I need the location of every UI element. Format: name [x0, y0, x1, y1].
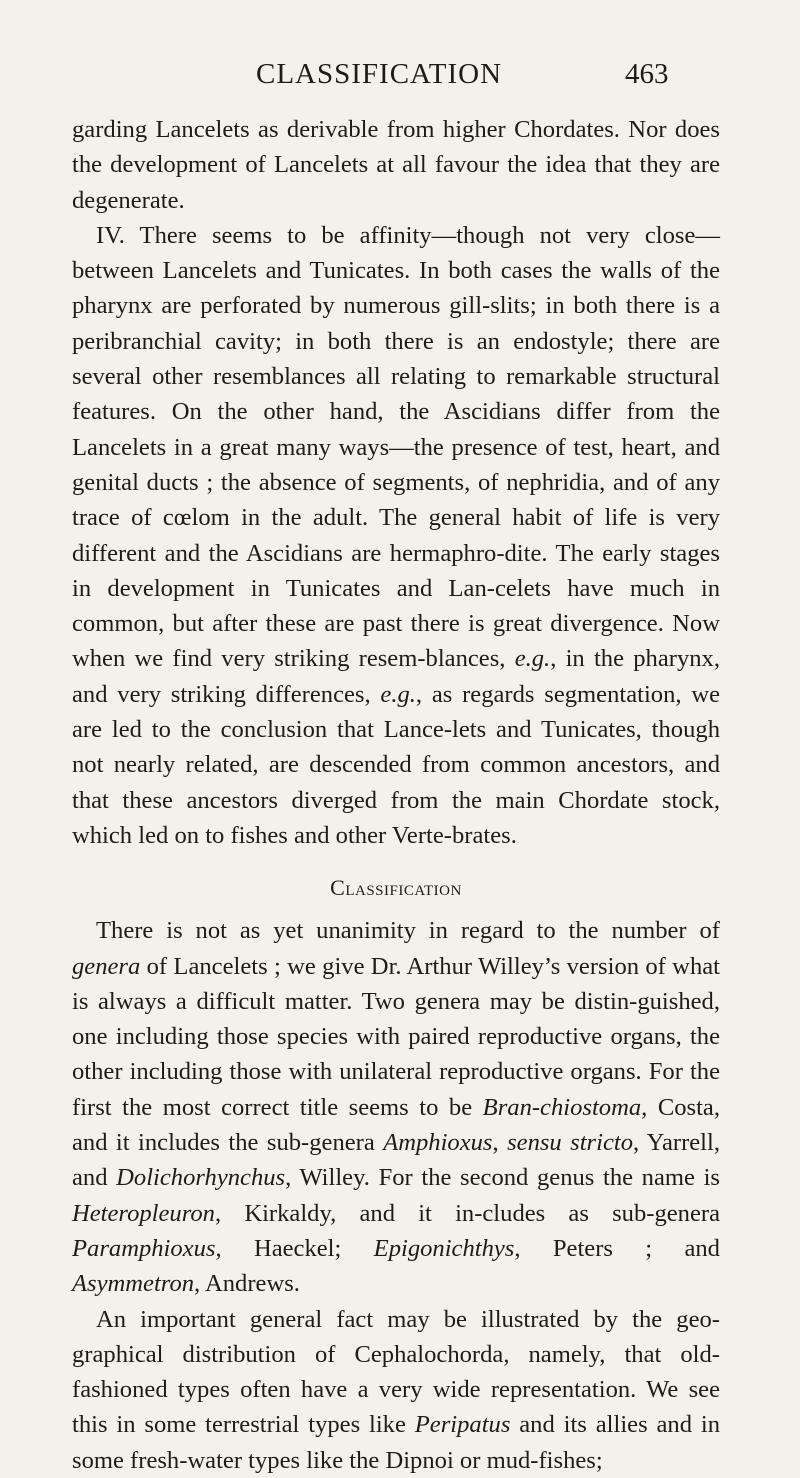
page-body	[72, 112, 720, 1478]
paragraph-genera	[72, 913, 720, 1301]
taxon-epigonichthys: Epigonichthys	[373, 1234, 515, 1262]
text-run: An important general fact may be illustrated by the geo-graphical distribution of Cephalochorda, namely, that old-fashioned types often have a very wide representation. We see this in some terrestrial types like	[72, 1305, 720, 1439]
term-genera: genera	[72, 952, 141, 980]
paragraph-distribution	[72, 1302, 720, 1478]
text-run: and its allies and in some fresh-water types like the Dipnoi or mud-fishes;	[72, 1411, 721, 1474]
taxon-dolichorhynchus: Dolichorhynchus	[116, 1164, 286, 1192]
running-head: CLASSIFICATION	[256, 58, 503, 90]
page-number: 463	[625, 58, 669, 90]
page-header	[0, 58, 800, 108]
paragraph-affinity	[72, 218, 720, 853]
text-run: ,	[492, 1129, 508, 1157]
text-run: IV. There seems to be affinity—though not very close—between Lancelets and Tunicates. In both cases the walls of the pharynx are perforated by numerous gill-slits; in both there is a peribranchial cavity; in both there is an endostyle; there are several other resemblances all relating to remarkable structural features. On the other hand, the Ascidians differ from the Lancelets in a great many ways—the presence of test, heart, and genital ducts ; the absence of segments, of nephridia, and of any trace of cœlom in the adult. The general habit of life is very different and the Ascidians are hermaphro-dite. The early stages in development in Tunicates and Lan-celets have much in common, but after these are past there is great divergence. Now when we find very striking resem-blances,	[72, 221, 720, 673]
text-run: of Lancelets ; we give Dr. Arthur Willey’s version of what is always a difficult matter. Two genera may be distin-guished, one including those species with paired reproductive organs, the other including those with unilateral reproductive organs. For the first the most correct title seems to be	[72, 952, 720, 1121]
taxon-peripatus: Peripatus	[414, 1411, 511, 1439]
text-run: , Andrews.	[194, 1270, 300, 1298]
text-run: , in the pharynx, and very striking differences,	[72, 645, 720, 708]
text-run: , as regards segmentation, we are led to the conclusion that Lance-lets and Tunicates, though not nearly related, are descended from common ancestors, and that these ancestors diverged from the main Chordate stock, which led on to fishes and other Verte-brates.	[72, 680, 720, 849]
text-run: , Costa, and it includes the sub-genera	[72, 1093, 721, 1157]
taxon-heteropleuron: Heteropleuron	[72, 1199, 215, 1227]
taxon-paramphioxus: Paramphioxus	[72, 1234, 216, 1262]
abbrev-eg: e.g.	[514, 645, 551, 673]
taxon-amphioxus: Amphioxus	[383, 1129, 493, 1157]
text-run: , Haeckel;	[215, 1234, 374, 1262]
text-run: , Yarrell, and	[72, 1129, 721, 1192]
text-run: , Willey. For the second genus the name is	[285, 1164, 720, 1192]
taxon-asymmetron: Asymmetron	[72, 1270, 195, 1298]
taxon-branchiostoma: Bran-chiostoma	[482, 1093, 642, 1121]
text-run: There is not as yet unanimity in regard to the number of	[96, 917, 720, 945]
paragraph-continuation: garding Lancelets as derivable from higher Chordates. Nor does the development of Lancelets at all favour the idea that they are degenerate.	[72, 116, 720, 214]
section-heading: Classification	[330, 875, 462, 901]
abbrev-eg: e.g.	[380, 680, 416, 708]
text-run: , Kirkaldy, and it in-cludes as sub-genera	[214, 1199, 720, 1227]
term-sensu-stricto: sensu stricto	[507, 1129, 634, 1157]
text-run: , Peters ; and	[514, 1234, 720, 1262]
